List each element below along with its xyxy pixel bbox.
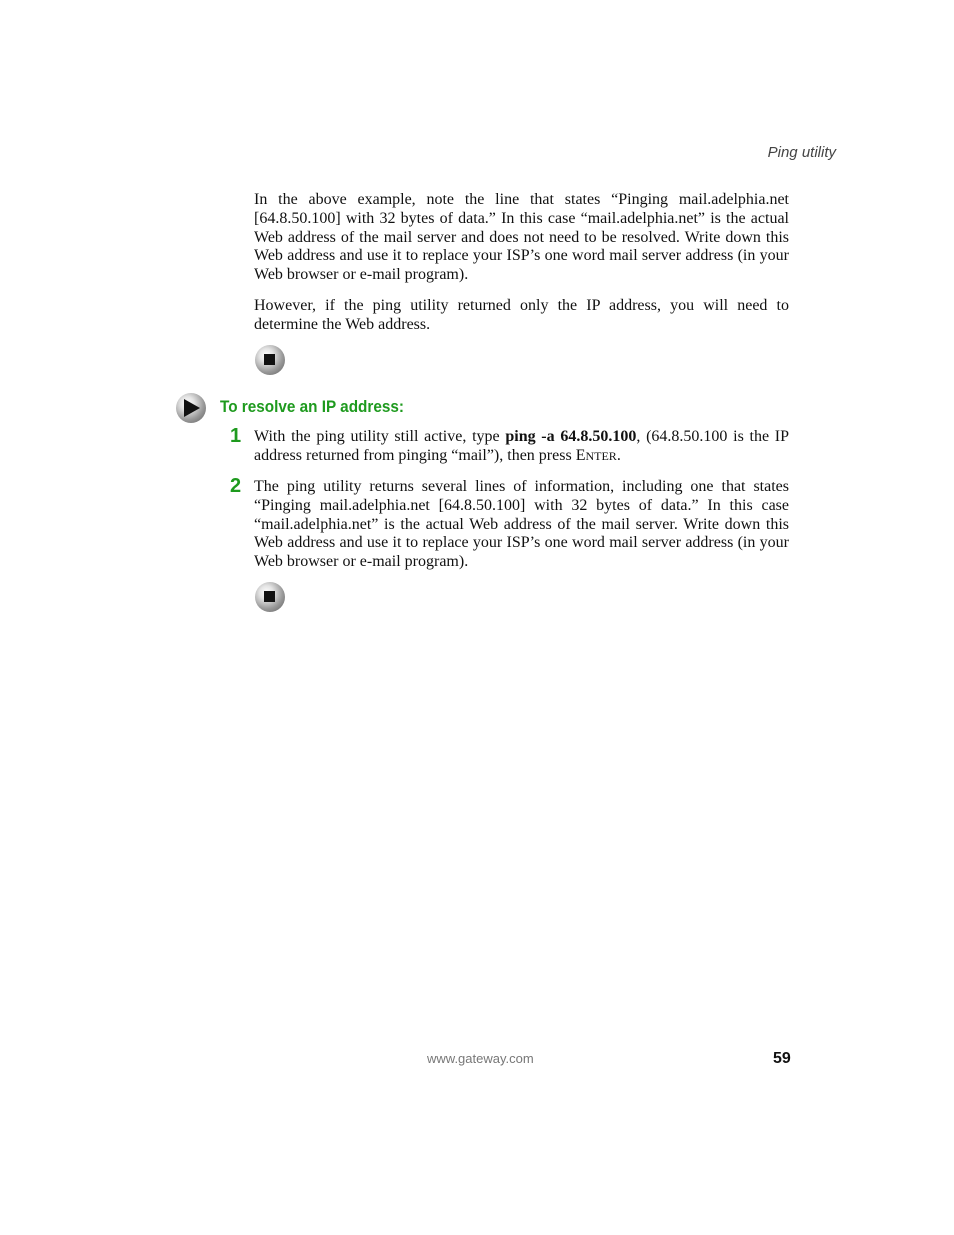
step-text-part: . [616,446,621,464]
key-rest: NTER [585,448,617,463]
stop-square-icon [255,345,285,375]
step-text: The ping utility returns several lines of information, including one that states “Pinging mail.adelphia.net [64.8.50.100] with 32 bytes of data.” In this case “mail.adelphia.net” is the actual Web address of the mail server. Write down this Web address and use it to replace your ISP’s one word mail server address (in your Web browser or e-mail program). [254,478,789,571]
key-initial: E [575,446,586,464]
play-arrow-icon [176,393,206,423]
step-text-part: With the ping utility still active, type [254,428,506,445]
command-text: ping -a 64.8.50.100 [505,428,637,445]
running-head: Ping utility [767,144,836,161]
step-number: 2 [230,475,242,497]
page-number: 59 [773,1050,791,1067]
body-paragraph: However, if the ping utility returned only the IP address, you will need to determine the Web address. [254,297,789,333]
step-text-part: , (64.8.50.100 is the IP address returned from pinging “mail”), then press [254,428,789,464]
step-text [254,428,789,466]
key-name [576,447,617,464]
step-number: 1 [230,425,242,447]
procedure-heading: To resolve an IP address: [220,397,404,416]
footer-url: www.gateway.com [427,1051,534,1066]
body-paragraph: In the above example, note the line that states “Pinging mail.adelphia.net [64.8.50.100] with 32 bytes of data.” In this case “mail.adelphia.net” is the actual Web address of the mail server and does not need to be resolved. Write down this Web address and use it to replace your ISP’s one word mail server address (in your Web browser or e-mail program). [254,191,789,284]
stop-square-icon [255,582,285,612]
